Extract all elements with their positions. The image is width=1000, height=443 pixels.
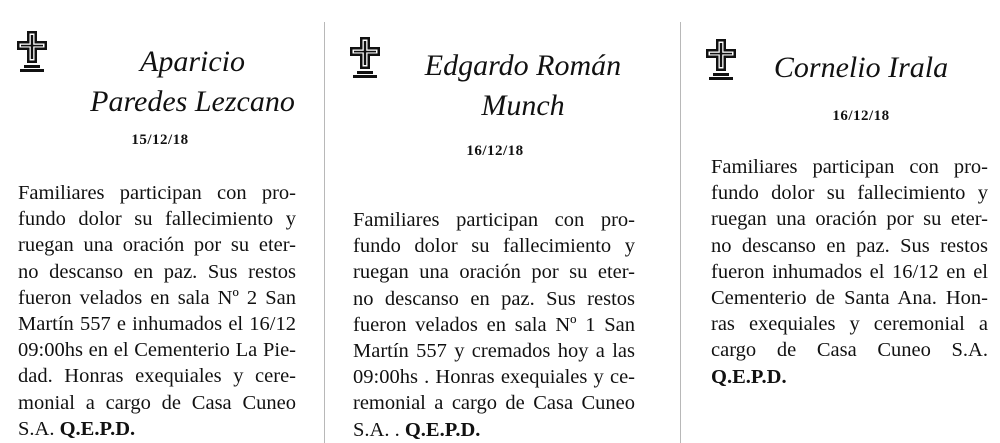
- body-line: 09:00hs en el Cementerio La Pie-: [18, 339, 296, 362]
- body-line: Martín 557 y cremados hoy a las: [353, 340, 635, 363]
- body-line: Familiares participan con pro-: [353, 209, 635, 231]
- body-line: [18, 416, 296, 442]
- obituary-notice-2: [325, 0, 681, 443]
- cross-icon: [705, 38, 737, 80]
- name-line: Edgardo Román: [424, 49, 622, 82]
- deceased-name: [60, 42, 325, 122]
- notice-date: 15/12/18: [131, 132, 189, 148]
- notice-body: [711, 154, 988, 390]
- body-line: ruegan una oración por su eter-: [711, 208, 988, 231]
- body-line: cargo de Casa Cuneo S.A.: [711, 339, 988, 362]
- name-line: Paredes Lezcano: [90, 85, 295, 118]
- body-line-text: S.A.: [18, 417, 55, 440]
- qepd: Q.E.P.D.: [711, 365, 787, 388]
- body-line: fueron inhumados el 16/12 en el: [711, 260, 988, 283]
- body-line: remonial a cargo de Casa Cuneo: [353, 392, 635, 415]
- body-line: fundo dolor su fallecimiento y: [18, 208, 296, 231]
- deceased-name: [385, 46, 661, 126]
- body-line: ruegan una oración por su eter-: [18, 234, 296, 257]
- body-line: fundo dolor su fallecimiento y: [711, 182, 988, 205]
- cross-icon: [349, 36, 381, 78]
- body-line: no descanso en paz. Sus restos: [711, 234, 988, 257]
- body-line: [353, 417, 635, 443]
- body-line: Martín 557 e inhumados el 16/12: [18, 313, 296, 336]
- body-line: ras exequiales y ceremonial a: [711, 313, 988, 336]
- deceased-name: [741, 48, 981, 88]
- name-line: Munch: [481, 89, 565, 122]
- cross-icon: [16, 30, 48, 72]
- notice-date: 16/12/18: [466, 143, 524, 159]
- body-line: monial a cargo de Casa Cuneo: [18, 391, 296, 414]
- name-line: Cornelio Irala: [773, 51, 949, 84]
- obituary-notice-1: [0, 0, 325, 443]
- qepd: Q.E.P.D.: [59, 417, 136, 440]
- notice-date: 16/12/18: [832, 108, 890, 124]
- body-line: fueron velados en sala Nº 1 San: [353, 313, 635, 336]
- body-line: Familiares participan con pro-: [711, 156, 988, 178]
- obituary-notice-3: [681, 0, 1000, 443]
- body-line: ruegan una oración por su eter-: [353, 261, 635, 284]
- body-line: fundo dolor su fallecimiento y: [353, 235, 635, 258]
- body-line-text: S.A. .: [353, 418, 400, 441]
- body-line: no descanso en paz. Sus restos: [353, 287, 635, 310]
- qepd: Q.E.P.D.: [404, 418, 481, 441]
- body-line: Cementerio de Santa Ana. Hon-: [711, 287, 988, 310]
- name-line: Aparicio: [140, 45, 245, 78]
- body-line: fueron velados en sala Nº 2 San: [18, 286, 296, 309]
- notice-body: [353, 207, 635, 443]
- body-line: dad. Honras exequiales y cere-: [18, 365, 296, 388]
- body-line: 09:00hs . Honras exequiales y ce-: [353, 366, 635, 389]
- body-line: no descanso en paz. Sus restos: [18, 260, 296, 283]
- notice-body: [18, 180, 296, 442]
- body-line: Familiares participan con pro-: [18, 182, 296, 204]
